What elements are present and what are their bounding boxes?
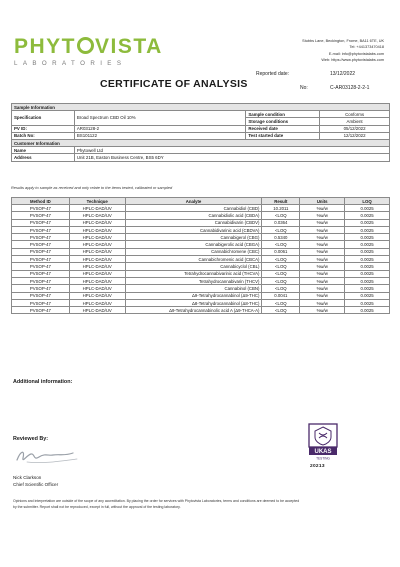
table-row	[12, 219, 390, 226]
table-row	[12, 256, 390, 263]
technique-cell: HPLC-DAD/UV	[69, 248, 125, 255]
result-cell: <LOQ	[262, 212, 300, 219]
table-row	[12, 292, 390, 299]
logo-subtitle: LABORATORIES	[14, 60, 127, 67]
method-id-cell: PVSOP-47	[12, 205, 70, 212]
sample-info-heading: Sample Information	[12, 104, 390, 111]
technique-cell: HPLC-DAD/UV	[69, 270, 125, 277]
result-cell: <LOQ	[262, 263, 300, 270]
technique-cell: HPLC-DAD/UV	[69, 241, 125, 248]
table-row	[12, 307, 390, 314]
technique-cell: HPLC-DAD/UV	[69, 292, 125, 299]
analyte-cell: Tetrahydrocannabivarin (THCV)	[125, 277, 262, 284]
table-row	[12, 299, 390, 306]
technique-cell: HPLC-DAD/UV	[69, 234, 125, 241]
loq-cell: 0.0025	[345, 212, 390, 219]
analyte-cell: Cannabidivarinic acid (CBDVA)	[125, 226, 262, 233]
sample-info-table	[11, 103, 390, 162]
analyte-cell: Cannabichromene (CBC)	[125, 248, 262, 255]
column-header: Technique	[69, 198, 125, 205]
table-row	[12, 263, 390, 270]
loq-cell: 0.0025	[345, 299, 390, 306]
units-cell: %w/w	[300, 292, 345, 299]
method-id-cell: PVSOP-47	[12, 256, 70, 263]
result-cell: 0.5340	[262, 234, 300, 241]
footer-line: Opinions and interpretation are outside of the scope of any accreditation. By placing the order for services with Phytovista Laboratories, terms and conditions are deemed to be accepted	[13, 499, 300, 503]
web-line: Web: https://www.phytovistalabs.com	[321, 58, 384, 63]
method-id-cell: PVSOP-47	[12, 212, 70, 219]
result-cell: <LOQ	[262, 226, 300, 233]
phone-line: Tel: +441373470418	[349, 45, 384, 50]
reviewed-by-label: Reviewed By:	[13, 436, 49, 442]
page-title: CERTIFICATE OF ANALYSIS	[100, 78, 248, 90]
table-row	[12, 234, 390, 241]
technique-cell: HPLC-DAD/UV	[69, 226, 125, 233]
storage-conditions-label: Storage conditions	[246, 118, 320, 125]
analyte-cell: Cannabichromenic acid (CBCA)	[125, 256, 262, 263]
units-cell: %w/w	[300, 241, 345, 248]
analyte-cell: Cannabidiolic acid (CBDA)	[125, 212, 262, 219]
units-cell: %w/w	[300, 219, 345, 226]
units-cell: %w/w	[300, 226, 345, 233]
loq-cell: 0.0025	[345, 241, 390, 248]
table-row	[12, 270, 390, 277]
method-id-cell: PVSOP-47	[12, 263, 70, 270]
technique-cell: HPLC-DAD/UV	[69, 285, 125, 292]
loq-cell: 0.0025	[345, 234, 390, 241]
reported-date-label: Reported date:	[256, 71, 290, 77]
received-date-label: Received date	[246, 125, 320, 132]
result-cell: <LOQ	[262, 299, 300, 306]
method-id-cell: PVSOP-47	[12, 241, 70, 248]
table-row	[12, 154, 390, 161]
analyte-cell: Δ8-Tetrahydrocannabinol (Δ8-THC)	[125, 299, 262, 306]
table-row	[12, 277, 390, 284]
table-row	[12, 226, 390, 233]
method-id-cell: PVSOP-47	[12, 248, 70, 255]
specification-value: Broad Spectrum CBD Oil 10%	[74, 111, 245, 125]
address-line: Stubbs Lane, Beckington, Frome, BA11 6TE, UK	[302, 39, 384, 43]
technique-cell: HPLC-DAD/UV	[69, 219, 125, 226]
units-cell: %w/w	[300, 277, 345, 284]
loq-cell: 0.0025	[345, 256, 390, 263]
result-cell: <LOQ	[262, 256, 300, 263]
results-note: Results apply to sample as received and only relate to the items tested, calibrated or sampled	[11, 185, 173, 190]
batch-no-value: BS101122	[74, 132, 245, 139]
analyte-cell: Δ9-Tetrahydrocannabinol (Δ9-THC)	[125, 292, 262, 299]
column-header: Result	[262, 198, 300, 205]
analyte-cell: Tetrahydrocannabivarinic acid (THCVA)	[125, 270, 262, 277]
specification-label: Specification	[12, 111, 75, 125]
customer-info-heading: Customer Information	[12, 139, 390, 146]
units-cell: %w/w	[300, 234, 345, 241]
logo-wordmark: PHYT VISTA	[14, 35, 163, 58]
result-cell: 0.0364	[262, 219, 300, 226]
company-logo	[14, 36, 164, 67]
customer-address-label: Address	[12, 154, 75, 161]
result-cell: <LOQ	[262, 241, 300, 248]
signer-role: Chief Scientific Officer	[13, 482, 59, 487]
loq-cell: 0.0025	[345, 205, 390, 212]
company-address	[244, 38, 384, 64]
analyte-cell: Cannabigerolic acid (CBGA)	[125, 241, 262, 248]
table-row	[12, 285, 390, 292]
table-row	[12, 248, 390, 255]
test-started-value: 12/12/2022	[320, 132, 390, 139]
analyte-cell: Cannabinol (CBN)	[125, 285, 262, 292]
pv-id-value: AR03128-2	[74, 125, 245, 132]
ukas-text: UKAS	[314, 449, 332, 456]
result-cell: <LOQ	[262, 307, 300, 314]
units-cell: %w/w	[300, 263, 345, 270]
technique-cell: HPLC-DAD/UV	[69, 277, 125, 284]
report-no-label: No:	[300, 85, 308, 91]
table-row	[12, 241, 390, 248]
analyte-cell: Δ9-Tetrahydrocannabinolic acid A (Δ9-THCA-A)	[125, 307, 262, 314]
reported-date-value: 13/12/2022	[330, 71, 356, 77]
signature-image	[13, 444, 83, 475]
test-started-label: Test started date	[246, 132, 320, 139]
table-row	[12, 125, 390, 132]
customer-name-label: Name	[12, 147, 75, 154]
sample-info-heading-row	[12, 104, 390, 111]
technique-cell: HPLC-DAD/UV	[69, 256, 125, 263]
result-cell: <LOQ	[262, 277, 300, 284]
technique-cell: HPLC-DAD/UV	[69, 212, 125, 219]
additional-info-label: Additional information:	[13, 379, 73, 385]
analyte-cell: Cannabigerol (CBG)	[125, 234, 262, 241]
results-header-row	[12, 198, 390, 205]
technique-cell: HPLC-DAD/UV	[69, 299, 125, 306]
loq-cell: 0.0025	[345, 307, 390, 314]
signer-name: Nick Clarkson	[13, 475, 42, 480]
units-cell: %w/w	[300, 212, 345, 219]
method-id-cell: PVSOP-47	[12, 234, 70, 241]
received-date-value: 05/12/2022	[320, 125, 390, 132]
sample-condition-value: Conforms	[320, 111, 390, 118]
loq-cell: 0.0025	[345, 292, 390, 299]
ukas-number: 20213	[310, 464, 325, 469]
loq-cell: 0.0025	[345, 248, 390, 255]
column-header: Analyte	[125, 198, 262, 205]
technique-cell: HPLC-DAD/UV	[69, 307, 125, 314]
method-id-cell: PVSOP-47	[12, 299, 70, 306]
loq-cell: 0.0025	[345, 270, 390, 277]
result-cell: 0.0041	[262, 292, 300, 299]
units-cell: %w/w	[300, 285, 345, 292]
report-no-value: C-AR03128-2-2-1	[330, 85, 370, 91]
units-cell: %w/w	[300, 256, 345, 263]
pv-id-label: PV ID:	[12, 125, 75, 132]
loq-cell: 0.0025	[345, 226, 390, 233]
loq-cell: 0.0025	[345, 219, 390, 226]
analyte-cell: Cannabicyclol (CBL)	[125, 263, 262, 270]
technique-cell: HPLC-DAD/UV	[69, 205, 125, 212]
analyte-cell: Cannabidivarin (CBDV)	[125, 219, 262, 226]
analyte-cell: Cannabidiol (CBD)	[125, 205, 262, 212]
method-id-cell: PVSOP-47	[12, 270, 70, 277]
customer-name-value: Phytowell Ltd	[74, 147, 389, 154]
result-cell: 0.0061	[262, 248, 300, 255]
column-header: LOQ	[345, 198, 390, 205]
sample-condition-label: Sample condition	[246, 111, 320, 118]
results-body	[12, 205, 390, 314]
ukas-sub: TESTING	[316, 456, 330, 461]
units-cell: %w/w	[300, 299, 345, 306]
units-cell: %w/w	[300, 248, 345, 255]
method-id-cell: PVSOP-47	[12, 292, 70, 299]
method-id-cell: PVSOP-47	[12, 285, 70, 292]
method-id-cell: PVSOP-47	[12, 226, 70, 233]
loq-cell: 0.0025	[345, 263, 390, 270]
customer-address-value: Unit 21B, Easton Business Centre, BS5 6DY	[74, 154, 389, 161]
units-cell: %w/w	[300, 307, 345, 314]
logo-ring-icon	[77, 37, 94, 54]
ukas-accreditation-mark	[308, 423, 338, 466]
loq-cell: 0.0025	[345, 285, 390, 292]
table-row	[12, 205, 390, 212]
units-cell: %w/w	[300, 270, 345, 277]
footer-disclaimer	[13, 499, 389, 510]
method-id-cell: PVSOP-47	[12, 307, 70, 314]
customer-info-heading-row	[12, 139, 390, 146]
column-header: Method ID	[12, 198, 70, 205]
email-line: E-mail: info@phytovistalabs.com	[328, 51, 384, 56]
result-cell: <LOQ	[262, 270, 300, 277]
units-cell: %w/w	[300, 205, 345, 212]
storage-conditions-value: Ambient	[320, 118, 390, 125]
footer-line: by the submitter. Report shall not be reproduced, except in full, without the approval of the testing laboratory.	[13, 504, 181, 509]
table-row	[12, 111, 390, 118]
results-table	[11, 197, 390, 314]
result-cell: <LOQ	[262, 285, 300, 292]
table-row	[12, 132, 390, 139]
table-row	[12, 147, 390, 154]
loq-cell: 0.0025	[345, 277, 390, 284]
table-row	[12, 212, 390, 219]
technique-cell: HPLC-DAD/UV	[69, 263, 125, 270]
method-id-cell: PVSOP-47	[12, 277, 70, 284]
signer-block	[13, 474, 58, 488]
result-cell: 10.2011	[262, 205, 300, 212]
method-id-cell: PVSOP-47	[12, 219, 70, 226]
column-header: Units	[300, 198, 345, 205]
batch-no-label: Batch No:	[12, 132, 75, 139]
